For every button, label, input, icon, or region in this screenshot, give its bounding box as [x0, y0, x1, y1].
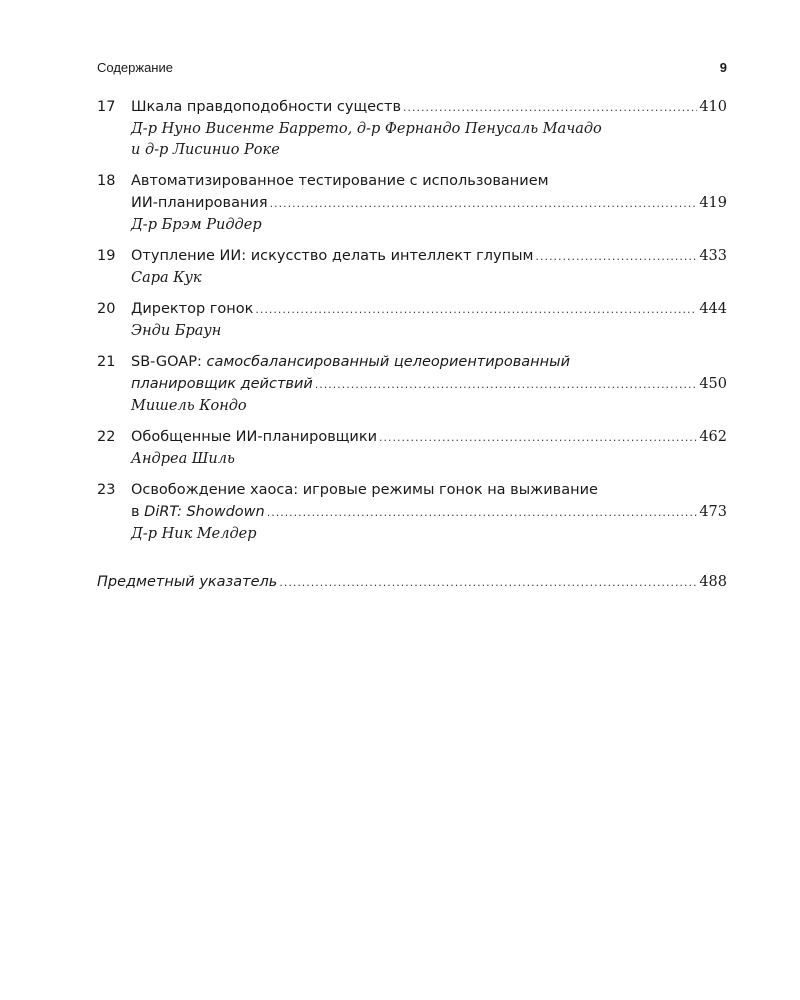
chapter-number: 21 — [97, 354, 116, 370]
chapter-authors: Энди Браун — [131, 323, 222, 339]
chapter-authors: Д-р Брэм Риддер — [131, 217, 262, 233]
chapter-title: Директор гонок — [131, 301, 254, 317]
chapter-page: 444 — [699, 301, 727, 317]
chapter-title-line — [131, 245, 727, 268]
chapter-title-line — [131, 192, 727, 215]
dot-leader — [255, 299, 697, 321]
dot-leader — [379, 427, 697, 449]
chapter-number: 20 — [97, 301, 116, 317]
dot-leader — [403, 97, 697, 119]
toc-page — [97, 60, 727, 594]
chapter-title-italic: самосбалансированный целеориентированный — [206, 354, 571, 370]
chapter-title: Обобщенные ИИ-планировщики — [131, 429, 378, 445]
chapter-number: 17 — [97, 99, 116, 115]
dot-leader — [535, 246, 697, 268]
toc-entry-17[interactable] — [97, 96, 727, 161]
chapter-title-prefix: SB-GOAP: — [131, 354, 207, 370]
chapter-number: 23 — [97, 482, 116, 498]
toc-entry-22[interactable] — [97, 426, 727, 470]
chapter-page: 410 — [699, 99, 727, 115]
chapter-page: 450 — [699, 376, 727, 392]
chapter-page: 473 — [699, 504, 727, 520]
dot-leader — [270, 193, 698, 215]
dot-leader — [267, 502, 698, 524]
chapter-title-line — [131, 426, 727, 449]
toc-entry-21[interactable] — [97, 351, 727, 417]
chapter-title-cont: планировщик действий — [131, 376, 313, 392]
chapter-page: 419 — [699, 195, 727, 211]
chapter-page: 462 — [699, 429, 727, 445]
chapter-title — [131, 351, 727, 373]
chapter-title: Отупление ИИ: искусство делать интеллект глупым — [131, 248, 534, 264]
toc-entry-19[interactable] — [97, 245, 727, 289]
chapter-authors: Андреа Шиль — [131, 451, 235, 467]
chapter-title: Автоматизированное тестирование с использованием — [131, 173, 549, 189]
index-title: Предметный указатель — [97, 574, 278, 590]
page-number: 9 — [719, 60, 727, 75]
chapter-title-cont — [131, 501, 265, 523]
chapter-authors: Д-р Нуно Висенте Баррето, д-р Фернандо Пенусаль Мачадо — [131, 121, 602, 137]
chapter-number: 18 — [97, 173, 116, 189]
toc-entry-index[interactable] — [97, 571, 727, 594]
chapter-authors-cont: и д-р Лисинио Роке — [131, 142, 280, 158]
index-page: 488 — [699, 574, 727, 590]
running-head — [97, 60, 727, 80]
chapter-number: 19 — [97, 248, 116, 264]
chapter-page: 433 — [699, 248, 727, 264]
chapter-title-cont: ИИ-планирования — [131, 195, 268, 211]
section-title: Содержание — [97, 60, 173, 75]
chapter-title-line — [131, 96, 727, 119]
chapter-authors: Мишель Кондо — [131, 398, 247, 414]
chapter-title: Освобождение хаоса: игровые режимы гонок на выживание — [131, 482, 598, 498]
chapter-authors: Сара Кук — [131, 270, 202, 286]
chapter-title-cont-prefix: в — [131, 504, 145, 520]
toc-entry-20[interactable] — [97, 298, 727, 342]
dot-leader — [279, 572, 697, 594]
table-of-contents — [97, 96, 727, 594]
chapter-number: 22 — [97, 429, 116, 445]
chapter-title: Шкала правдоподобности существ — [131, 99, 402, 115]
toc-entry-23[interactable] — [97, 479, 727, 545]
dot-leader — [315, 374, 698, 396]
toc-entry-18[interactable] — [97, 170, 727, 236]
chapter-authors: Д-р Ник Мелдер — [131, 526, 257, 542]
chapter-title-line — [131, 298, 727, 321]
chapter-title-line — [131, 501, 727, 524]
chapter-title-game-name: DiRT: Showdown — [144, 504, 265, 520]
chapter-title-line — [131, 373, 727, 396]
